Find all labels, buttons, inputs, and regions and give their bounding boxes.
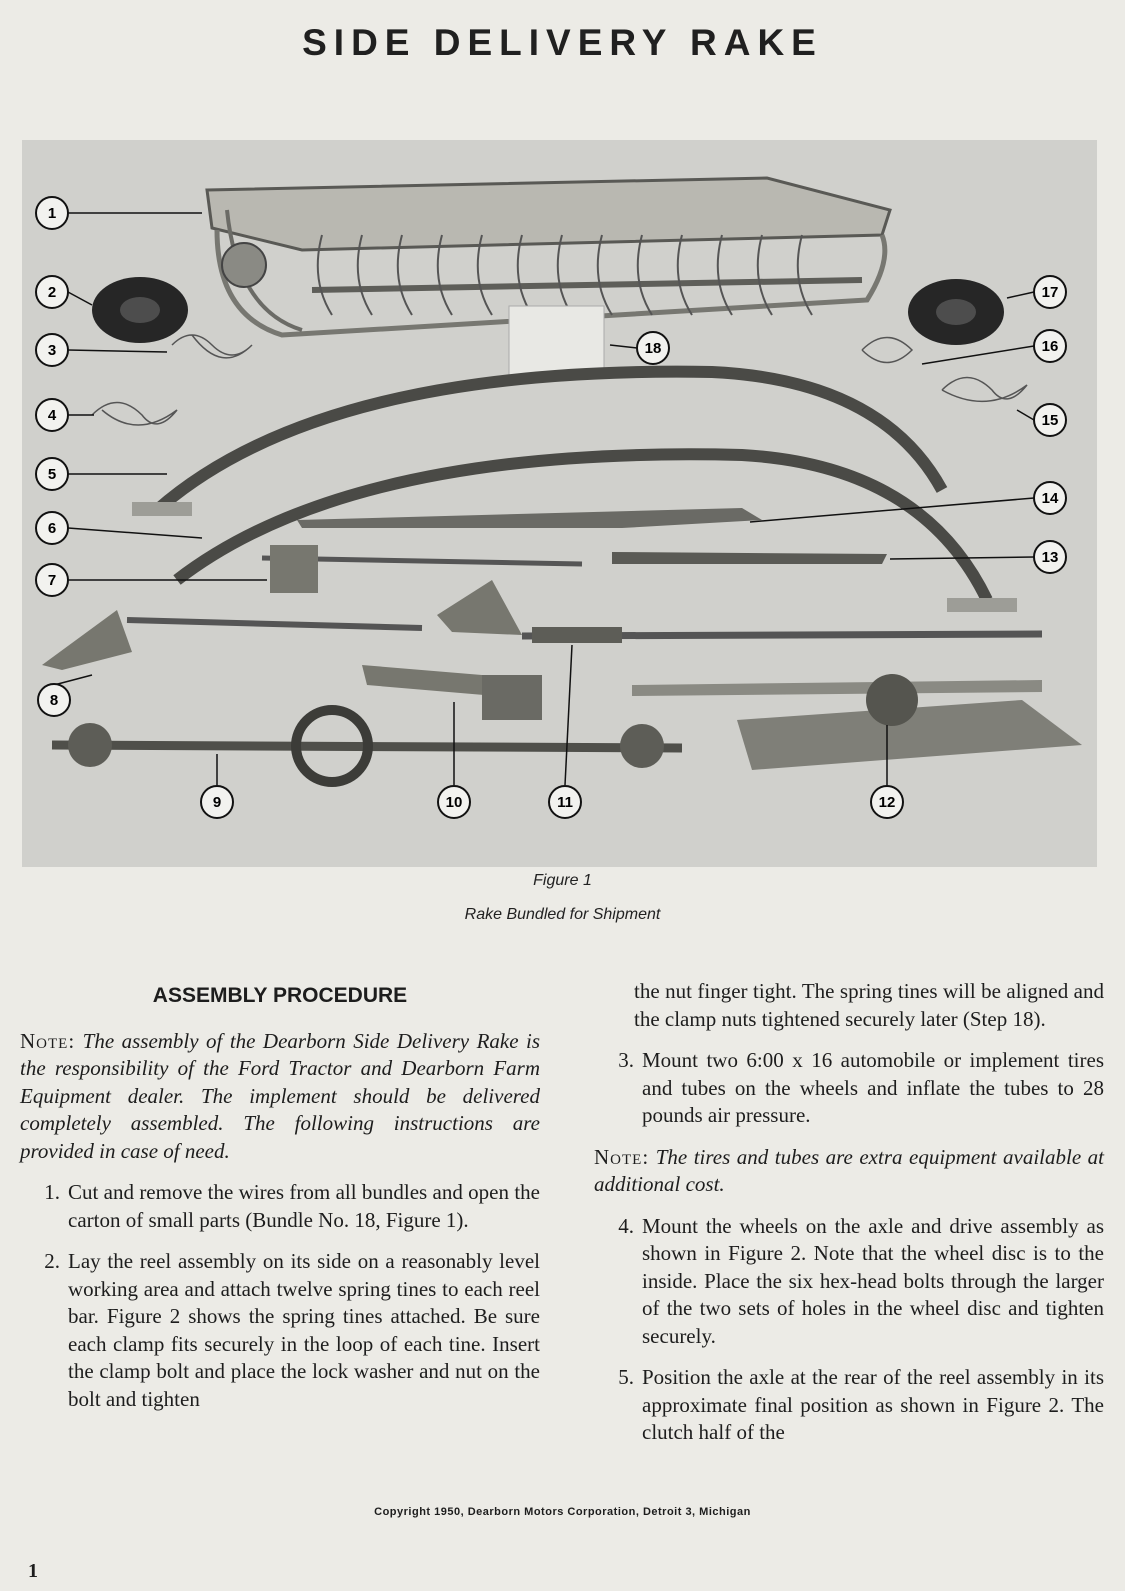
callout-8	[38, 684, 70, 716]
callout-7	[36, 564, 68, 596]
step-number: 2.	[44, 1249, 60, 1273]
svg-text:10: 10	[445, 794, 463, 811]
svg-text:1: 1	[47, 205, 57, 222]
callout-17	[1034, 276, 1066, 308]
svg-text:9: 9	[212, 794, 222, 811]
callout-9	[201, 786, 233, 818]
step-number: 5.	[618, 1365, 634, 1389]
callout-15	[1034, 404, 1066, 436]
note-label: Note:	[20, 1028, 76, 1053]
svg-text:5: 5	[47, 466, 57, 483]
right-column	[594, 978, 1104, 1461]
callout-10	[438, 786, 470, 818]
svg-text:7: 7	[47, 572, 57, 589]
note-text: The tires and tubes are extra equipment available at additional cost.	[594, 1144, 1104, 1196]
step-text: Lay the reel assembly on its side on a reasonably level working area and attach twelve spring tines to each reel bar. Figure 2 shows the spring tines attached. Be sure each clamp fits securely in the loop of each tine. Insert the clamp bolt and place the lock washer and nut on the bolt and tighten	[68, 1249, 540, 1411]
rake-parts-illustration	[22, 140, 1097, 867]
figure-photo	[22, 140, 1097, 867]
svg-text:6: 6	[47, 520, 57, 537]
svg-text:12: 12	[878, 794, 896, 811]
svg-text:18: 18	[644, 340, 662, 357]
svg-text:11: 11	[557, 794, 573, 811]
callout-4	[36, 399, 68, 431]
callout-3	[36, 334, 68, 366]
svg-text:3: 3	[47, 342, 57, 359]
callout-5	[36, 458, 68, 490]
svg-text:16: 16	[1041, 338, 1059, 355]
left-column	[20, 982, 540, 1427]
callout-11	[549, 786, 581, 818]
svg-text:8: 8	[49, 692, 59, 709]
callout-16	[1034, 330, 1066, 362]
callout-6	[36, 512, 68, 544]
callout-14	[1034, 482, 1066, 514]
callout-18	[637, 332, 669, 364]
callout-12	[871, 786, 903, 818]
figure-caption: Rake Bundled for Shipment	[464, 906, 661, 923]
step-number: 3.	[618, 1048, 634, 1072]
callout-13	[1034, 541, 1066, 573]
step-text: Cut and remove the wires from all bundles and open the carton of small parts (Bundle No. 18, Figure 1).	[68, 1180, 540, 1232]
svg-text:13: 13	[1041, 549, 1059, 566]
note-label: Note:	[594, 1144, 650, 1169]
step-2-continued: the nut finger tight. The spring tines will be aligned and the clamp nuts tightened securely later (Step 18).	[634, 979, 1104, 1031]
svg-text:17: 17	[1041, 284, 1059, 301]
note-text: The assembly of the Dearborn Side Delivery Rake is the responsibility of the Ford Tractor and Dearborn Farm Equipment dealer. The implement should be delivered completely assembled. The following instructions are provided in case of need.	[20, 1028, 541, 1163]
step-2	[20, 1248, 540, 1413]
callout-2	[36, 276, 68, 308]
page-title: SIDE DELIVERY RAKE	[302, 22, 823, 63]
callout-1	[36, 197, 68, 229]
step-text: Mount two 6:00 x 16 automobile or implement tires and tubes on the wheels and inflate the tubes to 28 pounds air pressure.	[642, 1048, 1104, 1127]
step-text: Position the axle at the rear of the reel assembly in its approximate final position as shown in Figure 2. The clutch half of the	[642, 1365, 1104, 1444]
figure-label: Figure 1	[533, 872, 592, 889]
svg-text:15: 15	[1041, 412, 1059, 429]
step-1	[20, 1179, 540, 1234]
note-dealer	[20, 1028, 540, 1166]
svg-text:2: 2	[47, 284, 57, 301]
step-3	[594, 1047, 1104, 1130]
section-heading: ASSEMBLY PROCEDURE	[152, 984, 408, 1007]
note-tires	[594, 1144, 1104, 1199]
step-text: Mount the wheels on the axle and drive assembly as shown in Figure 2. Note that the wheel disc is to the inside. Place the six hex-head bolts through the larger of the two sets of holes in the wheel disc and tighten securely.	[642, 1213, 1104, 1348]
step-number: 1.	[44, 1180, 60, 1204]
svg-text:4: 4	[47, 407, 57, 424]
svg-text:14: 14	[1041, 490, 1059, 507]
page-number: 1	[28, 1560, 38, 1582]
copyright-notice: Copyright 1950, Dearborn Motors Corporation, Detroit 3, Michigan	[374, 1506, 751, 1518]
step-4	[594, 1213, 1104, 1351]
step-number: 4.	[618, 1213, 634, 1238]
step-5	[594, 1364, 1104, 1447]
